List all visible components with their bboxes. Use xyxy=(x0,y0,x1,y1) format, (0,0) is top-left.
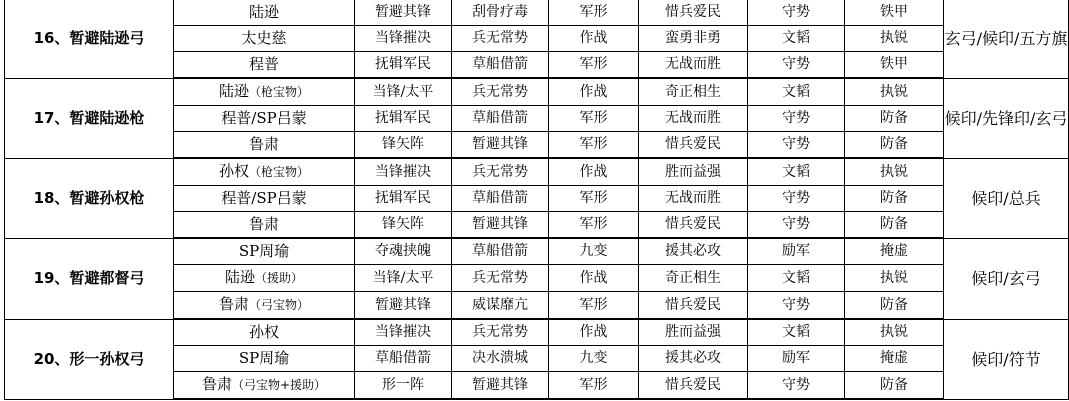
book-2-cell: 防备 xyxy=(845,106,944,132)
equipment-cell: 候印/先锋印/玄弓 xyxy=(944,78,1069,158)
book-1-cell: 守势 xyxy=(748,0,845,26)
hero-name: 陆逊 xyxy=(248,3,279,21)
book-1-cell: 文韬 xyxy=(748,78,845,106)
hero-name: 鲁肃 xyxy=(248,215,279,233)
skill-1-cell: 形一阵 xyxy=(355,372,452,400)
book-1-cell: 守势 xyxy=(748,372,845,400)
skill-1-cell: 当锋摧决 xyxy=(355,158,452,186)
skill-1-cell: 抚辑军民 xyxy=(355,106,452,132)
hero-name: 鲁肃 xyxy=(201,375,232,393)
hero-name: 程普 xyxy=(248,55,279,73)
hero-cell xyxy=(174,132,355,159)
hero-cell xyxy=(174,346,355,372)
hero-name: 太史慈 xyxy=(241,29,287,47)
formation-cell: 军形 xyxy=(549,372,639,400)
book-2-cell: 执锐 xyxy=(845,319,944,346)
formation-cell: 作战 xyxy=(549,158,639,186)
equipment-cell: 玄弓/候印/五方旗 xyxy=(944,0,1069,78)
hero-cell xyxy=(174,52,355,79)
formation-cell: 军形 xyxy=(549,106,639,132)
hero-cell xyxy=(174,106,355,132)
book-1-cell: 励军 xyxy=(748,346,845,372)
formation-cell: 九变 xyxy=(549,346,639,372)
book-1-cell: 文韬 xyxy=(748,265,845,292)
formation-cell: 作战 xyxy=(549,78,639,106)
skill-2-cell: 暂避其锋 xyxy=(452,132,549,159)
formation-cell: 军形 xyxy=(549,0,639,26)
hero-cell xyxy=(174,265,355,292)
book-1-cell: 文韬 xyxy=(748,26,845,52)
hero-note: （弓宝物+援助） xyxy=(231,378,327,392)
skill-3-cell: 惜兵爱民 xyxy=(639,212,748,239)
formation-cell: 军形 xyxy=(549,292,639,320)
team-name-cell: 17、暂避陆逊枪 xyxy=(5,78,174,158)
skill-2-cell: 草船借箭 xyxy=(452,52,549,79)
formation-cell: 军形 xyxy=(549,132,639,159)
book-1-cell: 守势 xyxy=(748,186,845,212)
formation-cell: 作战 xyxy=(549,319,639,346)
book-1-cell: 文韬 xyxy=(748,319,845,346)
skill-3-cell: 援其必攻 xyxy=(639,238,748,265)
hero-cell xyxy=(174,372,355,400)
book-2-cell: 执锐 xyxy=(845,265,944,292)
team-name-cell: 20、形一孙权弓 xyxy=(5,319,174,399)
hero-cell xyxy=(174,238,355,265)
skill-1-cell: 抚辑军民 xyxy=(355,186,452,212)
skill-1-cell: 当锋/太平 xyxy=(355,265,452,292)
skill-2-cell: 兵无常势 xyxy=(452,78,549,106)
book-1-cell: 守势 xyxy=(748,52,845,79)
hero-note: （枪宝物） xyxy=(249,165,310,179)
team-name-cell: 18、暂避孙权枪 xyxy=(5,158,174,238)
hero-name: 程普/SP吕蒙 xyxy=(221,109,307,127)
book-1-cell: 励军 xyxy=(748,238,845,265)
skill-1-cell: 抚辑军民 xyxy=(355,52,452,79)
hero-name: 程普/SP吕蒙 xyxy=(221,189,307,207)
table-row xyxy=(5,0,1069,26)
skill-1-cell: 锋矢阵 xyxy=(355,212,452,239)
skill-2-cell: 兵无常势 xyxy=(452,26,549,52)
formation-cell: 军形 xyxy=(549,52,639,79)
team-name-cell: 19、暂避都督弓 xyxy=(5,238,174,319)
book-2-cell: 防备 xyxy=(845,186,944,212)
skill-1-cell: 锋矢阵 xyxy=(355,132,452,159)
hero-cell xyxy=(174,158,355,186)
skill-3-cell: 无战而胜 xyxy=(639,106,748,132)
book-2-cell: 执锐 xyxy=(845,78,944,106)
book-2-cell: 铁甲 xyxy=(845,52,944,79)
skill-1-cell: 当锋摧决 xyxy=(355,26,452,52)
book-2-cell: 执锐 xyxy=(845,158,944,186)
hero-cell xyxy=(174,186,355,212)
hero-note: （弓宝物） xyxy=(249,298,310,312)
skill-2-cell: 暂避其锋 xyxy=(452,372,549,400)
hero-cell xyxy=(174,78,355,106)
skill-3-cell: 援其必攻 xyxy=(639,346,748,372)
skill-1-cell: 暂避其锋 xyxy=(355,292,452,320)
hero-cell xyxy=(174,319,355,346)
hero-name: 孙权 xyxy=(218,162,249,180)
formation-cell: 军形 xyxy=(549,186,639,212)
hero-cell xyxy=(174,292,355,320)
hero-cell xyxy=(174,212,355,239)
formation-cell: 作战 xyxy=(549,26,639,52)
hero-name: 孙权 xyxy=(248,323,279,341)
book-2-cell: 铁甲 xyxy=(845,0,944,26)
formation-cell: 九变 xyxy=(549,238,639,265)
skill-3-cell: 奇正相生 xyxy=(639,78,748,106)
skill-3-cell: 奇正相生 xyxy=(639,265,748,292)
book-1-cell: 守势 xyxy=(748,212,845,239)
skill-2-cell: 暂避其锋 xyxy=(452,212,549,239)
table-row xyxy=(5,319,1069,346)
skill-1-cell: 暂避其锋 xyxy=(355,0,452,26)
hero-note: （援助） xyxy=(255,271,304,285)
hero-name: 陆逊 xyxy=(218,82,249,100)
hero-name: 陆逊 xyxy=(224,268,255,286)
skill-1-cell: 当锋摧决 xyxy=(355,319,452,346)
skill-3-cell: 惜兵爱民 xyxy=(639,132,748,159)
book-2-cell: 防备 xyxy=(845,132,944,159)
skill-3-cell: 蛮勇非勇 xyxy=(639,26,748,52)
hero-cell xyxy=(174,0,355,26)
hero-name: 鲁肃 xyxy=(218,295,249,313)
book-2-cell: 防备 xyxy=(845,372,944,400)
skill-3-cell: 胜而益强 xyxy=(639,319,748,346)
skill-2-cell: 刮骨疗毒 xyxy=(452,0,549,26)
book-2-cell: 防备 xyxy=(845,212,944,239)
book-2-cell: 执锐 xyxy=(845,26,944,52)
table-row xyxy=(5,238,1069,265)
book-1-cell: 守势 xyxy=(748,106,845,132)
skill-1-cell: 当锋/太平 xyxy=(355,78,452,106)
hero-note: （枪宝物） xyxy=(249,85,310,99)
book-1-cell: 守势 xyxy=(748,132,845,159)
skill-2-cell: 草船借箭 xyxy=(452,106,549,132)
skill-2-cell: 兵无常势 xyxy=(452,319,549,346)
skill-3-cell: 无战而胜 xyxy=(639,52,748,79)
skill-2-cell: 决水溃城 xyxy=(452,346,549,372)
formation-cell: 军形 xyxy=(549,212,639,239)
skill-1-cell: 草船借箭 xyxy=(355,346,452,372)
hero-cell xyxy=(174,26,355,52)
skill-2-cell: 威谋靡亢 xyxy=(452,292,549,320)
equipment-cell: 候印/符节 xyxy=(944,319,1069,399)
skill-2-cell: 草船借箭 xyxy=(452,186,549,212)
team-name-cell: 16、暂避陆逊弓 xyxy=(5,0,174,78)
equipment-cell: 候印/玄弓 xyxy=(944,238,1069,319)
table-row xyxy=(5,158,1069,186)
equipment-cell: 候印/总兵 xyxy=(944,158,1069,238)
skill-3-cell: 惜兵爱民 xyxy=(639,372,748,400)
hero-name: SP周瑜 xyxy=(238,242,290,260)
formation-cell: 作战 xyxy=(549,265,639,292)
book-2-cell: 掩虚 xyxy=(845,346,944,372)
lineup-table-body xyxy=(5,0,1069,399)
skill-2-cell: 草船借箭 xyxy=(452,238,549,265)
book-1-cell: 文韬 xyxy=(748,158,845,186)
skill-1-cell: 夺魂挟魄 xyxy=(355,238,452,265)
skill-2-cell: 兵无常势 xyxy=(452,265,549,292)
skill-3-cell: 惜兵爱民 xyxy=(639,0,748,26)
skill-3-cell: 胜而益强 xyxy=(639,158,748,186)
hero-name: SP周瑜 xyxy=(238,349,290,367)
book-1-cell: 守势 xyxy=(748,292,845,320)
skill-3-cell: 惜兵爱民 xyxy=(639,292,748,320)
table-row xyxy=(5,78,1069,106)
skill-2-cell: 兵无常势 xyxy=(452,158,549,186)
hero-name: 鲁肃 xyxy=(248,135,279,153)
lineup-table xyxy=(4,0,1069,400)
skill-3-cell: 无战而胜 xyxy=(639,186,748,212)
book-2-cell: 防备 xyxy=(845,292,944,320)
book-2-cell: 掩虚 xyxy=(845,238,944,265)
